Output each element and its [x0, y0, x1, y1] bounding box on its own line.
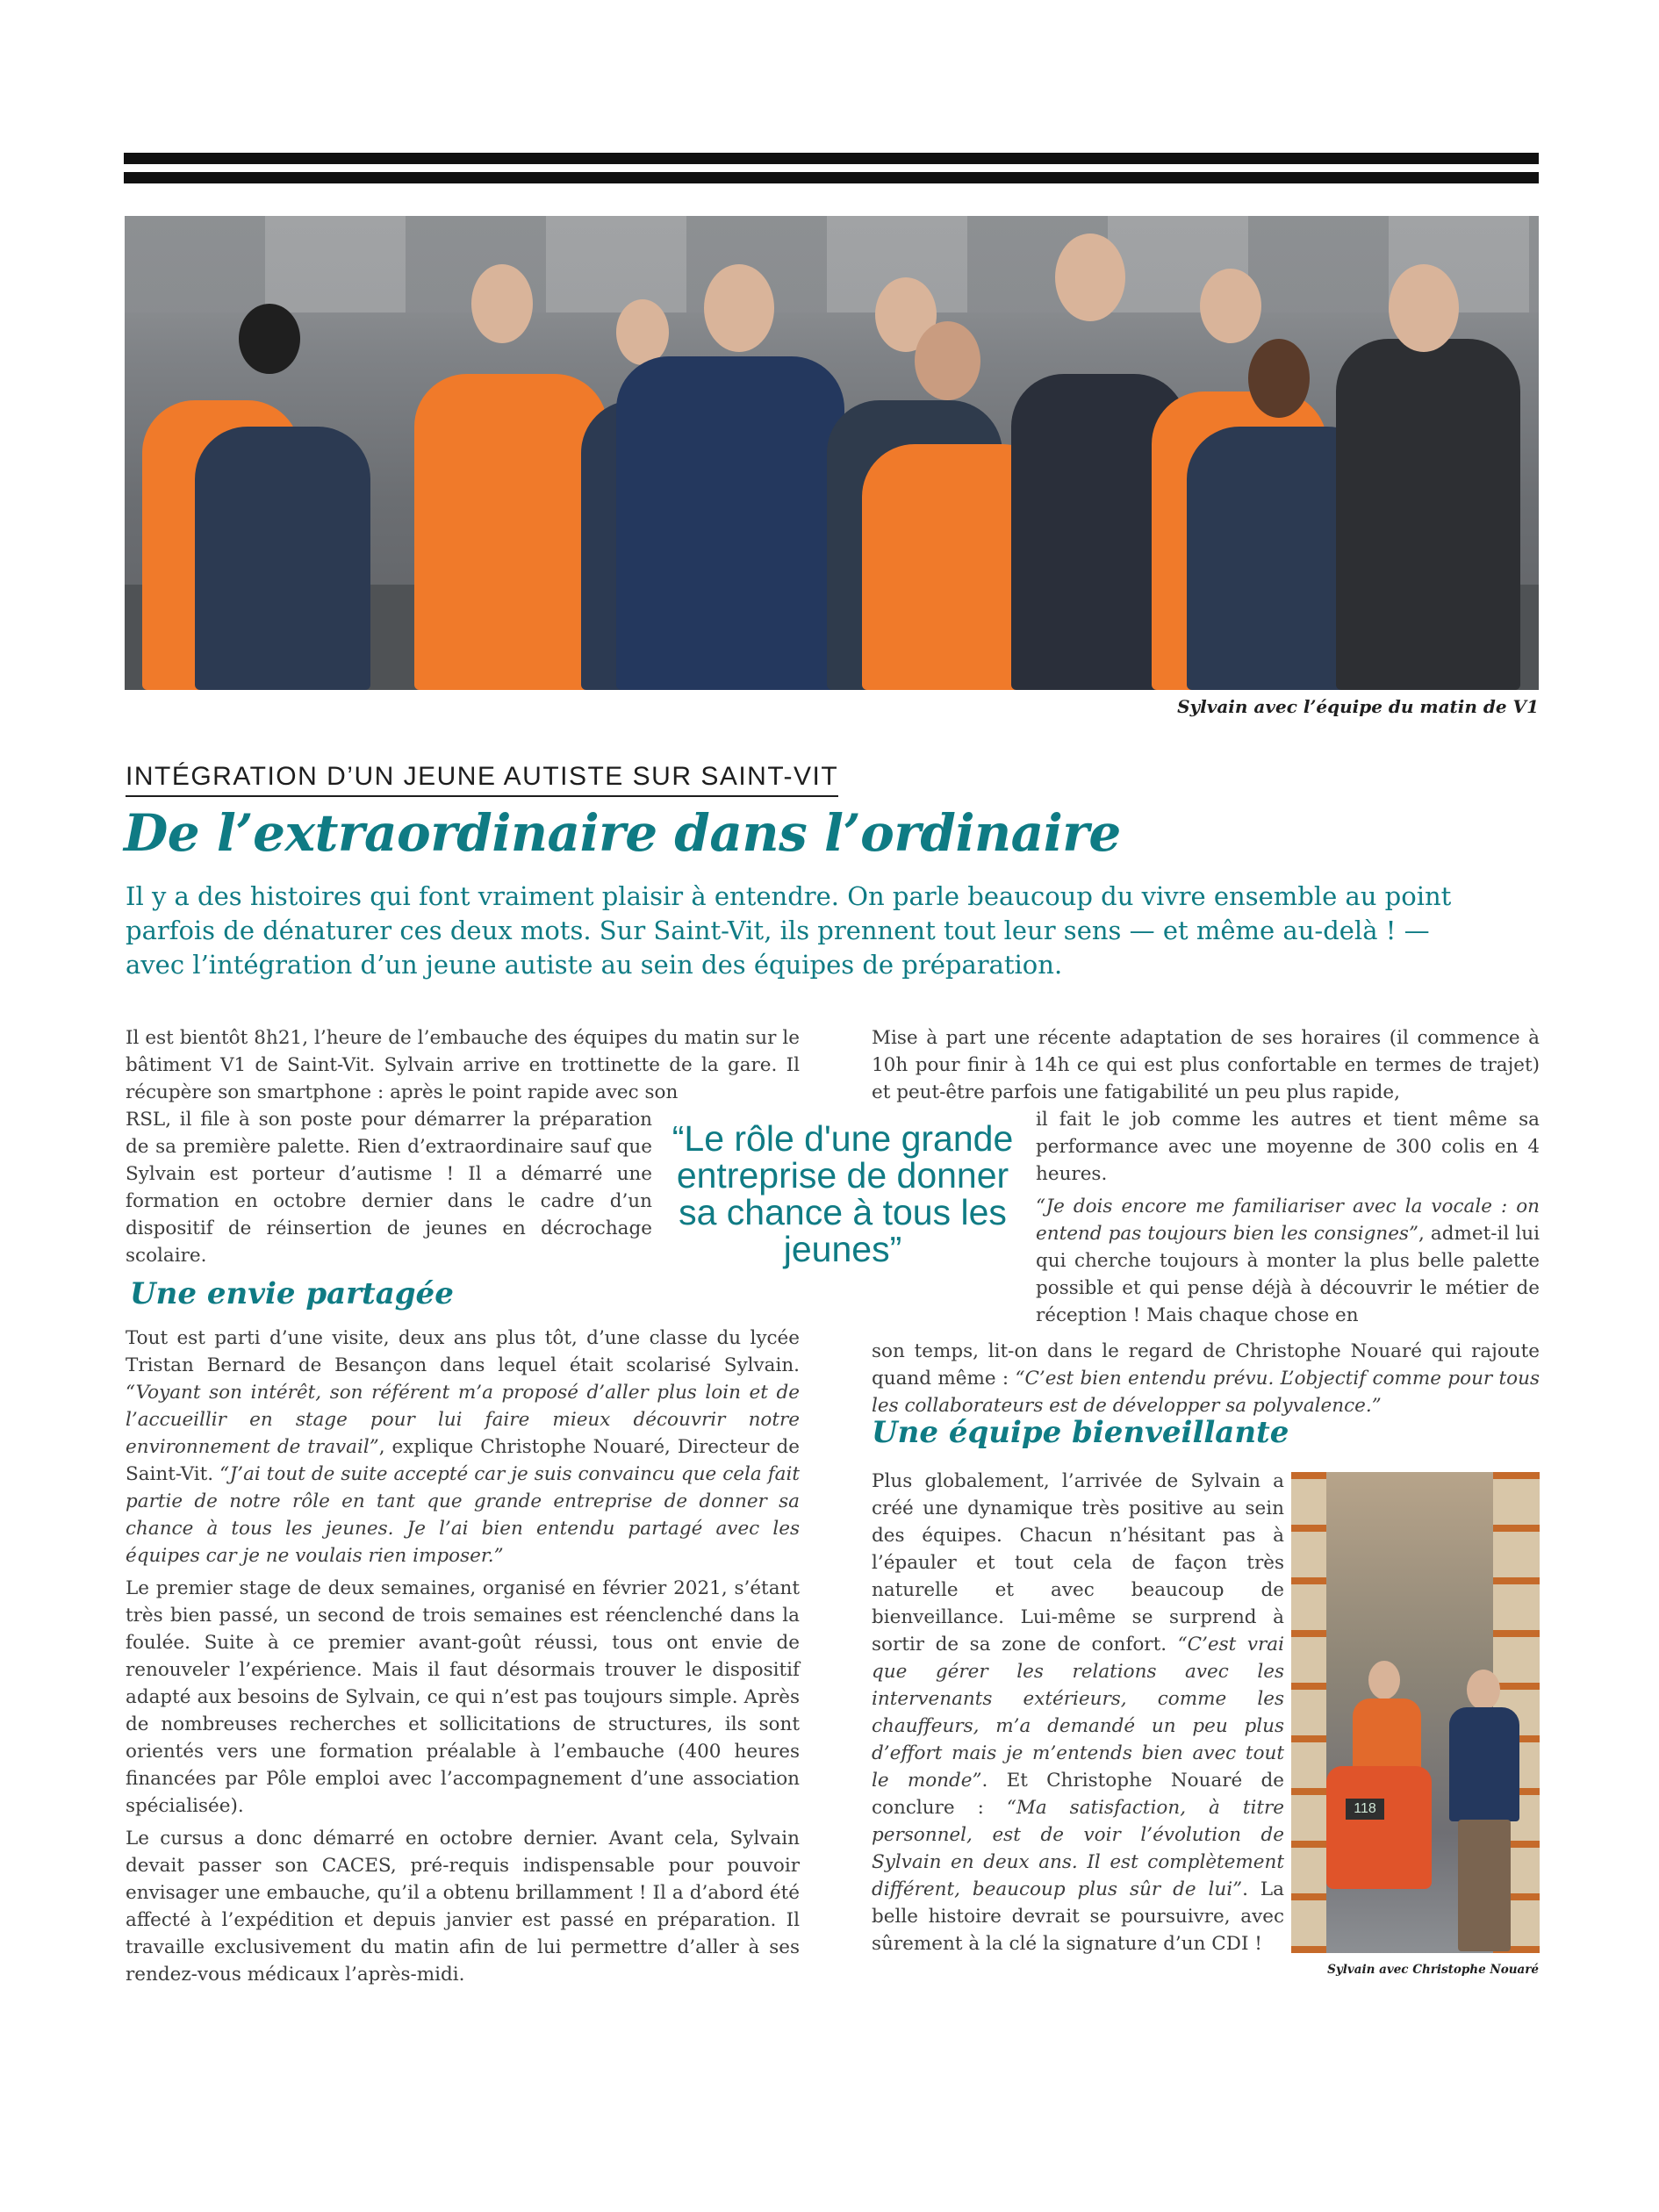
- subhead-envie-partagee: Une envie partagée: [130, 1276, 454, 1311]
- worker-figure: [1336, 339, 1520, 690]
- paragraph-text: son temps, lit-on dans le regard de Christophe Nouaré qui rajoute quand même :: [872, 1340, 1540, 1390]
- quote: “Je dois encore me familiariser avec la vocale : on entend pas toujours bien les consignes”: [1036, 1196, 1540, 1245]
- pull-quote: “Le rôle d'une grande entreprise de donner sa chance à tous les jeunes”: [672, 1118, 1014, 1269]
- quote: “Voyant son intérêt, son référent m’a proposé d’aller plus loin et de l’accueillir en stage pour lui faire mieux découvrir notre environnement de travail”: [126, 1382, 800, 1458]
- small-photo-caption: Sylvain avec Christophe Nouaré: [1327, 1963, 1539, 1977]
- paragraph-text: Tout est parti d’une visite, deux ans plus tôt, d’une classe du lycée Tristan Bernard de Besançon dans lequel était scolarisé Sylvain.: [126, 1327, 800, 1376]
- quote: “Ma satisfaction, à titre personnel, est de voir l’évolution de Sylvain en deux ans. Il est complètement différent, beaucoup plus sûr de lui”: [872, 1797, 1284, 1900]
- header-rule-bottom: [124, 172, 1539, 183]
- quote: “C’est bien entendu prévu. L’objectif comme pour tous les collaborateurs est de développer sa polyvalence.”: [872, 1368, 1540, 1417]
- paragraph: [872, 1338, 1540, 1419]
- worker-head: [704, 264, 774, 352]
- warehouse-rack: [1291, 1472, 1326, 1953]
- person-body: [1449, 1707, 1519, 1821]
- worker-figure: [414, 374, 607, 690]
- paragraph-text: Plus globalement, l’arrivée de Sylvain a créé une dynamique très positive au sein des équipes. Chacun n’hésitant pas à l’épauler et tout cela de façon très naturelle et avec beaucoup de bienveillance. Lui-même se surprend à sortir de sa zone de confort.: [872, 1470, 1284, 1655]
- worker-head: [1248, 339, 1310, 418]
- paragraph-text: , admet-il lui qui cherche toujours à monter la plus belle palette possible et qui pense déjà à découvrir le métier de réception ! Mais chaque chose en: [1036, 1223, 1540, 1326]
- article-title: De l’extraordinaire dans l’ordinaire: [124, 803, 1121, 863]
- worker-head: [1055, 233, 1125, 321]
- column1-body: [126, 1325, 800, 1993]
- worker-head: [1389, 264, 1459, 352]
- warehouse-ceiling: [125, 216, 1539, 312]
- quote: “J’ai tout de suite accepté car je suis convaincu que cela fait partie de notre rôle en tant que grande entreprise de donner sa chance à tous les jeunes. Je l’ai bien entendu partagé avec les équipes car je ne voulais rien imposer.”: [126, 1463, 801, 1567]
- person-legs: [1458, 1820, 1511, 1951]
- worker-head: [239, 304, 300, 374]
- paragraph-text: , explique Christophe Nouaré, Directeur de Saint-Vit.: [126, 1436, 800, 1485]
- column2-intro-wide: Mise à part une récente adaptation de ses horaires (il commence à 10h pour finir à 14h ce qui est plus confortable en termes de trajet) et peut-être parfois une fatigabilité un peu plus rapide,: [872, 1027, 1540, 1103]
- team-photo-caption: Sylvain avec l’équipe du matin de V1: [1177, 696, 1539, 717]
- worker-head: [471, 264, 533, 343]
- person-head: [1467, 1670, 1500, 1710]
- article-kicker: INTÉGRATION D’UN JEUNE AUTISTE SUR SAINT-VIT: [126, 762, 838, 797]
- paragraph-text: . Et Christophe Nouaré de conclure :: [872, 1770, 1284, 1819]
- column1-intro-narrow: RSL, il file à son poste pour démarrer la préparation de sa première palette. Rien d’extraordinaire sauf que Sylvain est porteur d’autisme ! Il a démarré une formation en octobre dernier dans le cadre d’un dispositif de réinsertion de jeunes en décrochage scolaire.: [126, 1109, 652, 1267]
- pallet-truck: [1326, 1766, 1432, 1889]
- article-lede: Il y a des histoires qui font vraiment plaisir à entendre. On parle beaucoup du vivre ensemble au point parfois de dénaturer ces deux mots. Sur Saint-Vit, ils prennent tout leur sens — et même au-delà ! — avec l’intégration d’un jeune autiste au sein des équipes de préparation.: [126, 881, 1452, 980]
- person-head: [1368, 1661, 1400, 1699]
- team-photo: [125, 216, 1539, 690]
- sylvain-christophe-photo: [1291, 1472, 1540, 1953]
- column2-body-wide: [872, 1338, 1540, 1425]
- column2-conclusion: [872, 1468, 1284, 1963]
- subhead-equipe-bienveillante: Une équipe bienveillante: [872, 1415, 1289, 1450]
- quote: “C’est vrai que gérer les relations avec les intervenants extérieurs, comme les chauffeurs, m’a demandé un peu plus d’effort mais je m’entends bien avec tout le monde”: [872, 1634, 1284, 1792]
- paragraph: [872, 1468, 1284, 1957]
- paragraph: Le cursus a donc démarré en octobre dernier. Avant cela, Sylvain devait passer son CACES, pré-requis indispensable pour pouvoir envisager une embauche, qu’il a obtenu brillamment ! Il a d’abord été affecté à l’expédition et depuis janvier est passé en préparation. Il travaille exclusivement du matin afin de lui permettre d’aller à ses rendez-vous médicaux l’après-midi.: [126, 1828, 800, 1986]
- worker-head: [616, 299, 669, 365]
- paragraph: il fait le job comme les autres et tient même sa performance avec une moyenne de 300 colis en 4 heures.: [1036, 1109, 1540, 1185]
- worker-figure: [616, 356, 844, 690]
- paragraph: Le premier stage de deux semaines, organisé en février 2021, s’étant très bien passé, un second de trois semaines est réenclenché dans la foulée. Suite à ce premier avant-goût réussi, tous ont envie de renouveler l’expérience. Mais il faut désormais trouver le dispositif adapté aux besoins de Sylvain, ce qui n’est pas toujours simple. Après de nombreuses recherches et sollicitations de structures, ils sont orientés vers une formation préalable à l’embauche (400 heures financées par Pôle emploi avec l’accompagnement d’une association spécialisée).: [126, 1577, 800, 1817]
- header-rule-top: [124, 153, 1539, 164]
- worker-figure: [195, 427, 370, 690]
- truck-plate: [1346, 1799, 1384, 1820]
- column1-intro-wide: Il est bientôt 8h21, l’heure de l’embauche des équipes du matin sur le bâtiment V1 de Saint-Vit. Sylvain arrive en trottinette de la gare. Il récupère son smartphone : après le point rapide avec son: [126, 1027, 800, 1103]
- worker-head: [1200, 269, 1261, 343]
- paragraph-text: . La belle histoire devrait se poursuivre, avec sûrement à la clé la signature d’un CDI !: [872, 1878, 1284, 1955]
- paragraph: [126, 1325, 800, 1569]
- paragraph: [1036, 1193, 1540, 1329]
- column2-intro-narrow: [1036, 1106, 1540, 1334]
- truck-number: 118: [1354, 1801, 1376, 1816]
- worker-head: [915, 321, 980, 400]
